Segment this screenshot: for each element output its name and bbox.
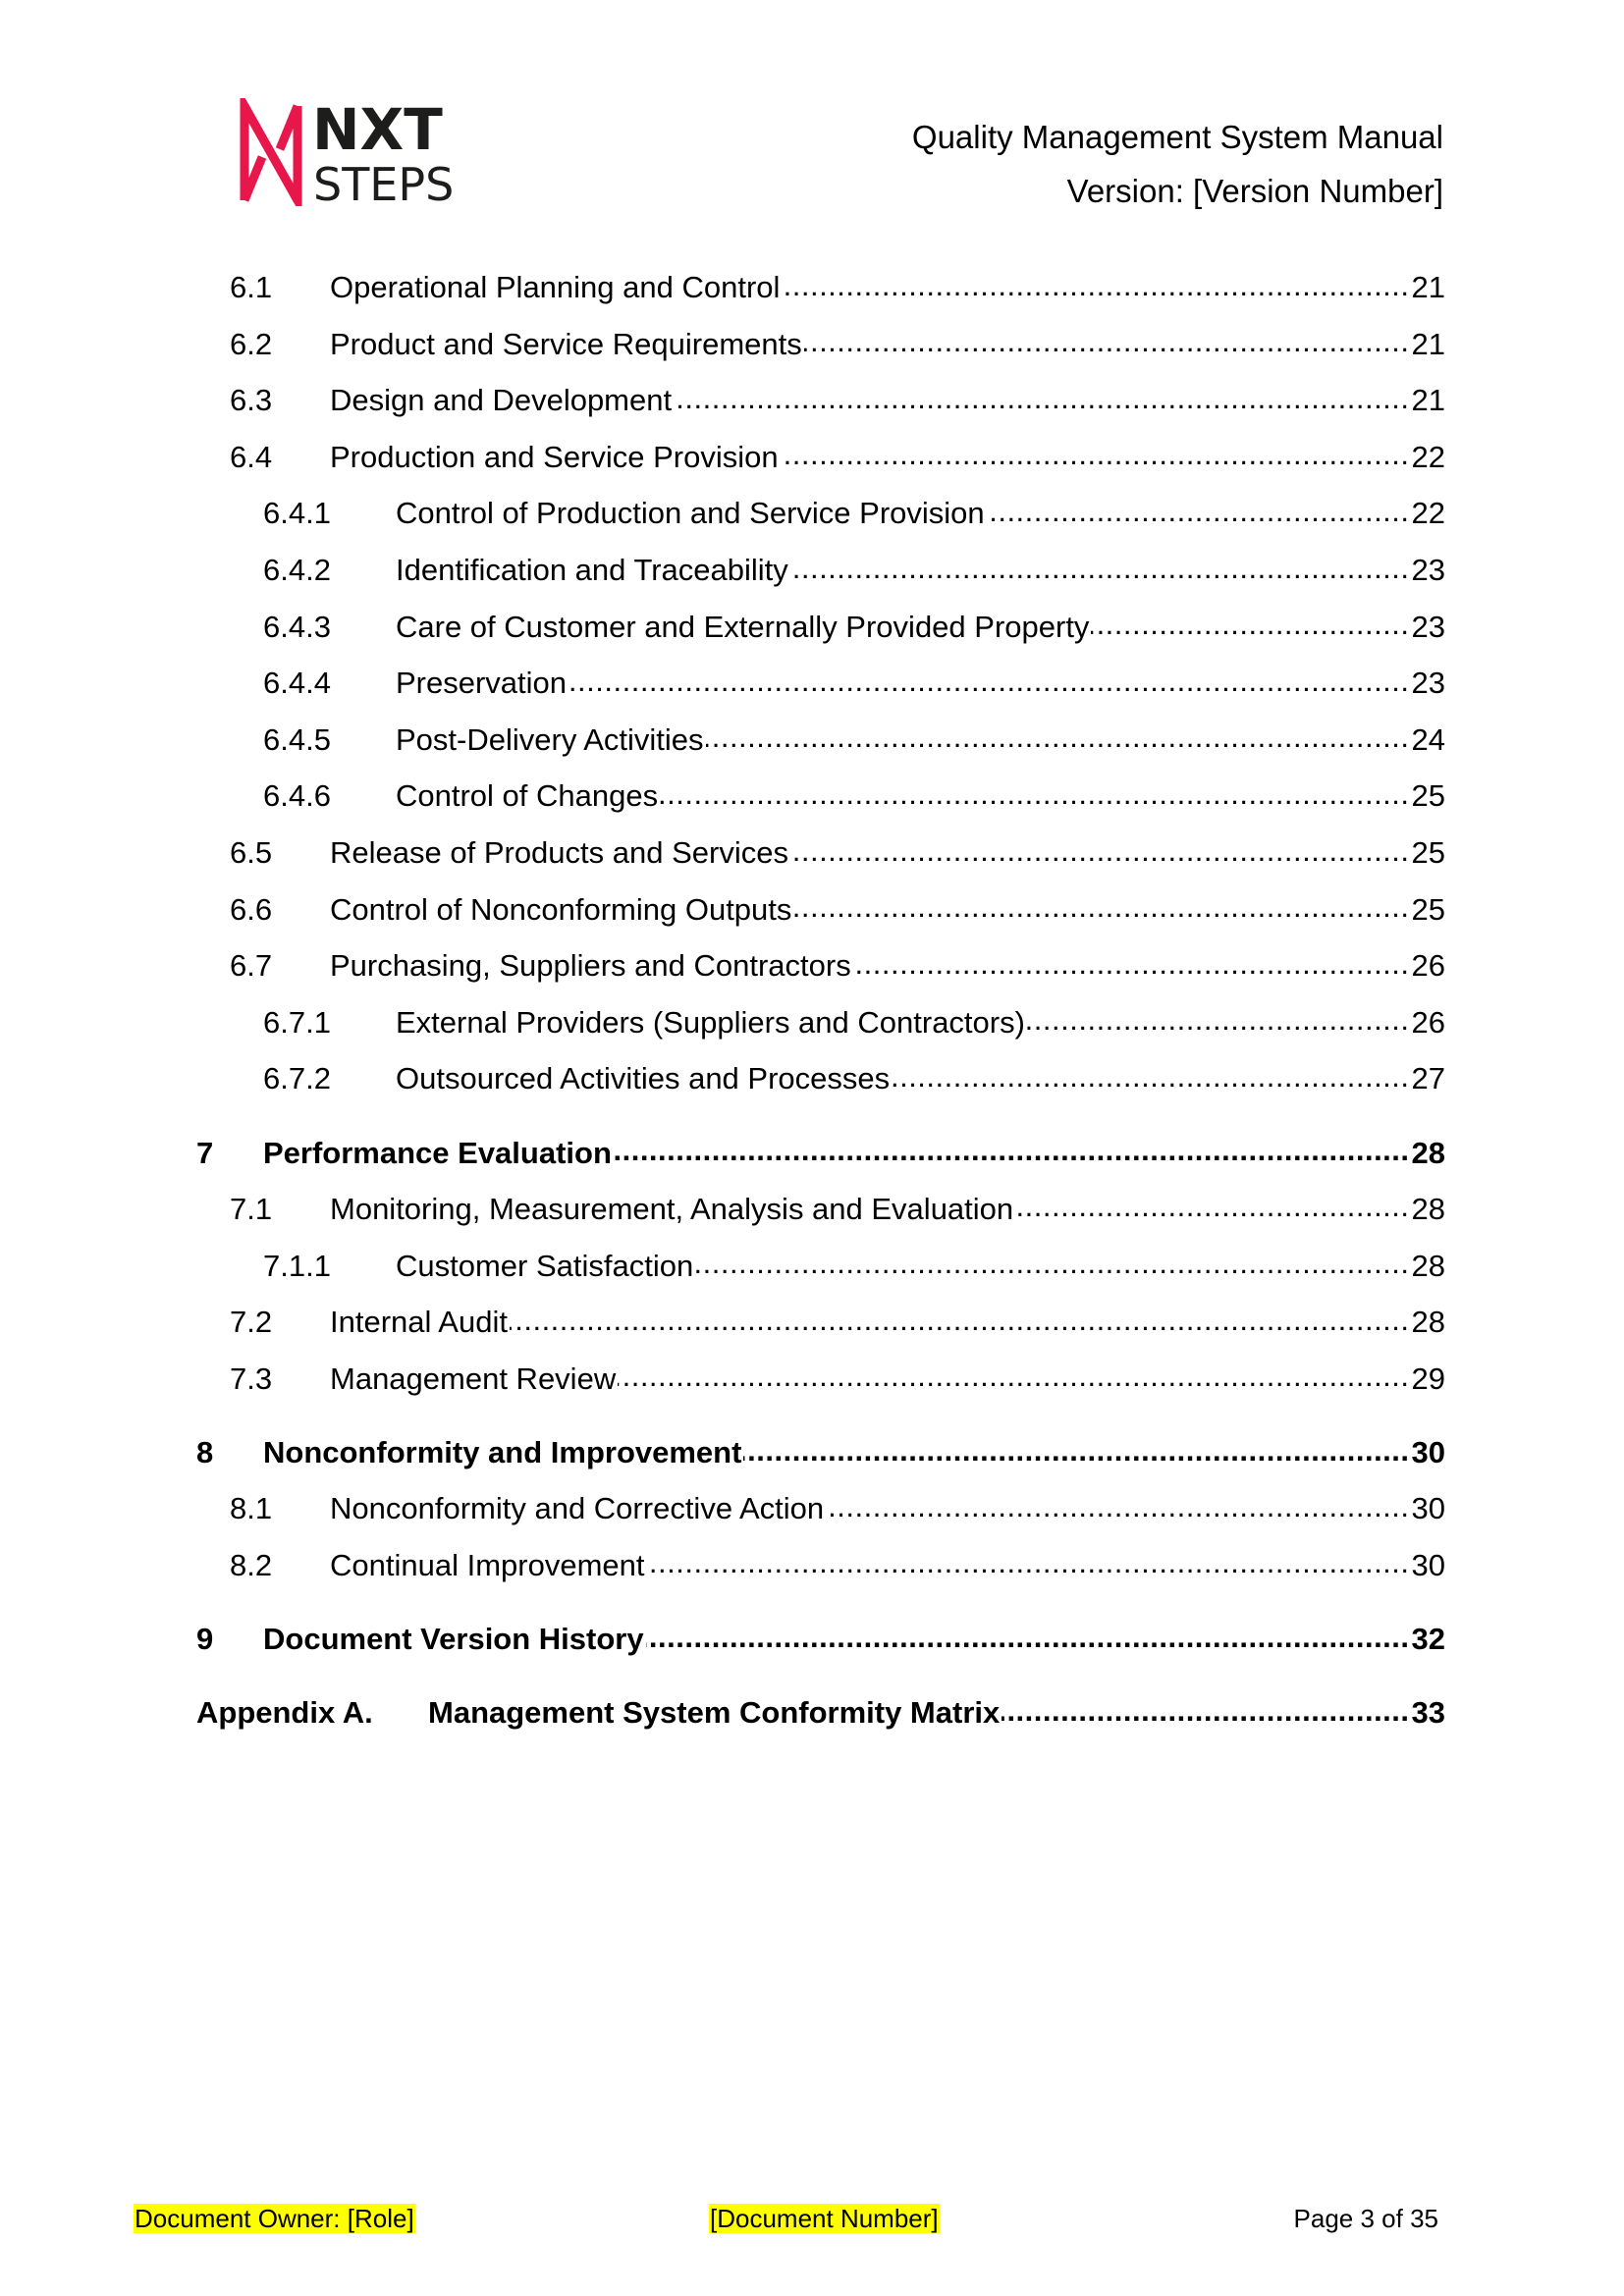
toc-entry-title: Preservation bbox=[396, 666, 568, 701]
logo-mark-icon bbox=[244, 106, 298, 200]
logo-text-bottom: STEPS bbox=[313, 158, 455, 206]
toc-entry[interactable] bbox=[196, 607, 1445, 664]
toc-entry-number: 7.1 bbox=[230, 1191, 273, 1226]
toc-entry-number: 8.1 bbox=[230, 1491, 273, 1526]
toc-entry-title: Control of Production and Service Provision bbox=[396, 496, 985, 531]
toc-entry-number: 6.3 bbox=[230, 383, 273, 418]
toc-entry-page: 29 bbox=[1411, 1361, 1445, 1396]
toc-dot-leader bbox=[1015, 1189, 1409, 1219]
toc-entry-number: 6.5 bbox=[230, 834, 273, 870]
footer-owner-text: Document Owner: [Role] bbox=[135, 2204, 414, 2233]
toc-entry-number: 6.4.2 bbox=[263, 552, 331, 587]
toc-entry[interactable] bbox=[196, 663, 1445, 720]
toc-entry[interactable] bbox=[196, 550, 1445, 607]
toc-dot-leader bbox=[743, 1432, 1409, 1463]
toc-entry[interactable] bbox=[196, 1189, 1445, 1246]
toc-dot-leader bbox=[646, 1619, 1410, 1649]
toc-entry-number: 7.3 bbox=[230, 1361, 273, 1396]
toc-entry-number: 9 bbox=[196, 1622, 214, 1657]
toc-entry-title: Control of Changes bbox=[396, 778, 659, 814]
toc-dot-leader bbox=[781, 437, 1410, 467]
toc-entry-title: Release of Products and Services bbox=[330, 834, 788, 870]
toc-entry[interactable] bbox=[196, 324, 1445, 381]
toc-entry[interactable] bbox=[196, 720, 1445, 776]
toc-entry-number: 6.4.1 bbox=[263, 496, 331, 531]
toc-dot-leader bbox=[706, 720, 1410, 750]
toc-entry[interactable] bbox=[196, 945, 1445, 1002]
toc-entry[interactable] bbox=[196, 832, 1445, 889]
toc-dot-leader bbox=[782, 267, 1409, 297]
toc-entry-page: 23 bbox=[1411, 666, 1445, 701]
toc-entry-title: Management Review bbox=[330, 1361, 617, 1396]
toc-entry-title: Product and Service Requirements bbox=[330, 326, 802, 361]
toc-entry-page: 24 bbox=[1411, 721, 1445, 757]
toc-entry-page: 25 bbox=[1411, 834, 1445, 870]
footer-page-number: Page 3 of 35 bbox=[1293, 2204, 1438, 2233]
toc-entry-number: 6.7.2 bbox=[263, 1061, 331, 1096]
toc-entry-title: Performance Evaluation bbox=[263, 1135, 612, 1170]
toc-entry-number: 8.2 bbox=[230, 1547, 273, 1582]
toc-entry-page: 26 bbox=[1411, 948, 1445, 984]
toc-entry[interactable] bbox=[196, 380, 1445, 437]
toc-entry-number: 6.4.4 bbox=[263, 666, 331, 701]
toc-entry-page: 28 bbox=[1411, 1135, 1445, 1170]
toc-entry-page: 30 bbox=[1411, 1547, 1445, 1582]
nxt-steps-logo bbox=[239, 98, 509, 206]
toc-entry-number: 6.7 bbox=[230, 948, 273, 984]
toc-entry-page: 26 bbox=[1411, 1004, 1445, 1040]
toc-entry-title: Design and Development bbox=[330, 383, 673, 418]
toc-entry-title: Nonconformity and Improvement bbox=[263, 1435, 742, 1470]
toc-entry[interactable] bbox=[196, 1002, 1445, 1059]
toc-entry[interactable] bbox=[196, 889, 1445, 946]
toc-entry-title: Operational Planning and Control bbox=[330, 270, 781, 304]
toc-entry-number: 6.1 bbox=[230, 270, 273, 304]
toc-entry-title: Document Version History bbox=[263, 1622, 644, 1657]
toc-entry[interactable] bbox=[196, 1115, 1445, 1189]
toc-entry-title: Continual Improvement bbox=[330, 1547, 645, 1582]
toc-entry-title: Outsourced Activities and Processes bbox=[396, 1061, 891, 1096]
toc-entry[interactable] bbox=[196, 1415, 1445, 1488]
toc-dot-leader bbox=[790, 550, 1410, 580]
toc-entry-page: 28 bbox=[1411, 1305, 1445, 1340]
logo-text-top: NXT bbox=[312, 98, 443, 163]
toc-entry-number: 6.2 bbox=[230, 326, 273, 361]
toc-entry[interactable] bbox=[196, 437, 1445, 494]
toc-dot-leader bbox=[1001, 1692, 1409, 1723]
toc-entry-page: 30 bbox=[1411, 1435, 1445, 1470]
toc-entry[interactable] bbox=[196, 1488, 1445, 1545]
toc-dot-leader bbox=[568, 663, 1409, 693]
toc-entry[interactable] bbox=[196, 493, 1445, 550]
toc-entry[interactable] bbox=[196, 1246, 1445, 1303]
toc-entry-page: 22 bbox=[1411, 496, 1445, 531]
toc-entry-page: 25 bbox=[1411, 778, 1445, 814]
toc-entry-page: 21 bbox=[1411, 326, 1445, 361]
table-of-contents bbox=[196, 267, 1445, 1748]
toc-entry-title: Customer Satisfaction bbox=[396, 1248, 694, 1283]
toc-dot-leader bbox=[804, 324, 1410, 354]
toc-entry-number: 6.6 bbox=[230, 891, 273, 927]
toc-entry-title: Control of Nonconforming Outputs bbox=[330, 891, 792, 927]
toc-entry-title: Purchasing, Suppliers and Contractors bbox=[330, 948, 851, 984]
toc-entry-number: 6.4.5 bbox=[263, 721, 331, 757]
document-header bbox=[912, 110, 1443, 218]
document-version: Version: [Version Number] bbox=[1066, 173, 1443, 209]
toc-entry-title: Monitoring, Measurement, Analysis and Evaluation bbox=[330, 1191, 1014, 1226]
toc-entry[interactable] bbox=[196, 775, 1445, 832]
toc-dot-leader bbox=[826, 1488, 1409, 1519]
toc-entry[interactable] bbox=[196, 1359, 1445, 1415]
toc-entry[interactable] bbox=[196, 1601, 1445, 1675]
toc-dot-leader bbox=[647, 1545, 1410, 1575]
toc-entry-page: 22 bbox=[1411, 439, 1445, 474]
toc-entry-page: 28 bbox=[1411, 1191, 1445, 1226]
toc-entry-page: 23 bbox=[1411, 552, 1445, 587]
toc-dot-leader bbox=[674, 380, 1409, 410]
toc-dot-leader bbox=[614, 1133, 1410, 1163]
toc-entry-title: Post-Delivery Activities bbox=[396, 721, 704, 757]
toc-dot-leader bbox=[987, 493, 1410, 523]
toc-entry[interactable] bbox=[196, 1675, 1445, 1748]
toc-entry-title: Production and Service Provision bbox=[330, 439, 779, 474]
toc-entry-page: 32 bbox=[1411, 1622, 1445, 1657]
toc-entry-title: Nonconformity and Corrective Action bbox=[330, 1491, 825, 1526]
toc-entry-page: 21 bbox=[1411, 383, 1445, 418]
toc-entry-page: 21 bbox=[1411, 270, 1445, 304]
toc-dot-leader bbox=[1091, 607, 1409, 637]
toc-dot-leader bbox=[793, 889, 1409, 920]
toc-entry[interactable] bbox=[196, 1058, 1445, 1115]
toc-entry-title: External Providers (Suppliers and Contractors) bbox=[396, 1004, 1025, 1040]
toc-entry-page: 27 bbox=[1411, 1061, 1445, 1096]
toc-entry-number: 7.1.1 bbox=[263, 1248, 331, 1283]
toc-entry-number: 8 bbox=[196, 1435, 214, 1470]
toc-entry-title: Management System Conformity Matrix bbox=[428, 1695, 1001, 1731]
toc-entry-page: 28 bbox=[1411, 1248, 1445, 1283]
toc-entry-title: Care of Customer and Externally Provided Property bbox=[396, 609, 1090, 644]
toc-entry-page: 25 bbox=[1411, 891, 1445, 927]
toc-entry[interactable] bbox=[196, 267, 1445, 324]
footer-document-owner bbox=[134, 2204, 415, 2234]
toc-entry-number: 7 bbox=[196, 1135, 214, 1170]
toc-entry-page: 23 bbox=[1411, 609, 1445, 644]
document-title: Quality Management System Manual bbox=[911, 119, 1443, 155]
toc-dot-leader bbox=[510, 1302, 1410, 1332]
toc-entry-number: 6.4.3 bbox=[263, 609, 331, 644]
toc-entry[interactable] bbox=[196, 1302, 1445, 1359]
footer-docnum-text: [Document Number] bbox=[710, 2204, 939, 2233]
toc-entry-number: 7.2 bbox=[230, 1305, 273, 1340]
toc-entry-page: 30 bbox=[1411, 1491, 1445, 1526]
footer-document-number bbox=[709, 2204, 940, 2234]
toc-entry-page: 33 bbox=[1411, 1695, 1445, 1731]
toc-entry-title: Identification and Traceability bbox=[396, 552, 788, 587]
toc-dot-leader bbox=[892, 1058, 1409, 1089]
toc-dot-leader bbox=[695, 1246, 1409, 1276]
toc-entry-number: 6.7.1 bbox=[263, 1004, 331, 1040]
toc-entry-number: Appendix A. bbox=[196, 1695, 373, 1731]
toc-dot-leader bbox=[618, 1359, 1409, 1389]
toc-entry-number: 6.4 bbox=[230, 439, 273, 474]
toc-dot-leader bbox=[1027, 1002, 1410, 1033]
toc-dot-leader bbox=[790, 832, 1410, 863]
toc-dot-leader bbox=[853, 945, 1410, 976]
toc-dot-leader bbox=[660, 775, 1409, 806]
toc-entry-number: 6.4.6 bbox=[263, 778, 331, 814]
toc-entry-title: Internal Audit bbox=[330, 1305, 508, 1340]
toc-entry[interactable] bbox=[196, 1545, 1445, 1602]
